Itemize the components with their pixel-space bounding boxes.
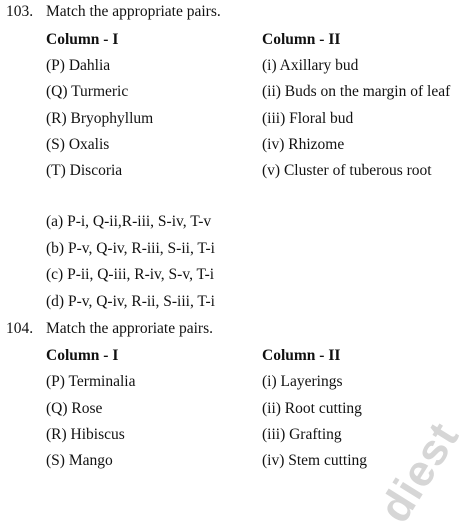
column-2-item: (i) Axillary bud (262, 57, 359, 74)
column-2-header: Column - II (262, 347, 341, 364)
column-1-item: (S) Oxalis (46, 136, 110, 153)
column-2-item: (ii) Buds on the margin of leaf (262, 83, 451, 100)
column-1-item: (P) Dahlia (46, 57, 111, 74)
question-number: 104. (6, 320, 34, 337)
column-2-item: (iv) Stem cutting (262, 452, 368, 469)
answer-option-a: (a) P-i, Q-ii,R-iii, S-iv, T-v (46, 213, 212, 230)
column-1-item: (Q) Rose (46, 400, 103, 417)
column-2-item: (iii) Floral bud (262, 110, 354, 127)
column-2-header: Column - II (262, 31, 341, 48)
column-1-item: (R) Hibiscus (46, 426, 125, 443)
column-1-item: (S) Mango (46, 452, 113, 469)
question-prompt: Match the approriate pairs. (46, 320, 213, 337)
column-2-item: (iii) Grafting (262, 426, 342, 443)
question-prompt: Match the appropriate pairs. (46, 3, 221, 20)
column-2-item: (v) Cluster of tuberous root (262, 162, 432, 179)
column-1-header: Column - I (46, 31, 119, 48)
column-1-item: (R) Bryophyllum (46, 110, 154, 127)
column-1-item: (P) Terminalia (46, 373, 136, 390)
question-number: 103. (6, 3, 34, 20)
answer-option-b: (b) P-v, Q-iv, R-iii, S-ii, T-i (46, 240, 215, 257)
column-1-item: (T) Discoria (46, 162, 123, 179)
column-1-item: (Q) Turmeric (46, 83, 129, 100)
column-2-item: (iv) Rhizome (262, 136, 345, 153)
watermark: diest (370, 413, 469, 531)
column-2-item: (ii) Root cutting (262, 400, 362, 417)
column-1-header: Column - I (46, 347, 119, 364)
answer-option-c: (c) P-ii, Q-iii, R-iv, S-v, T-i (46, 266, 215, 283)
answer-option-d: (d) P-v, Q-iv, R-ii, S-iii, T-i (46, 293, 215, 310)
column-2-item: (i) Layerings (262, 373, 343, 390)
